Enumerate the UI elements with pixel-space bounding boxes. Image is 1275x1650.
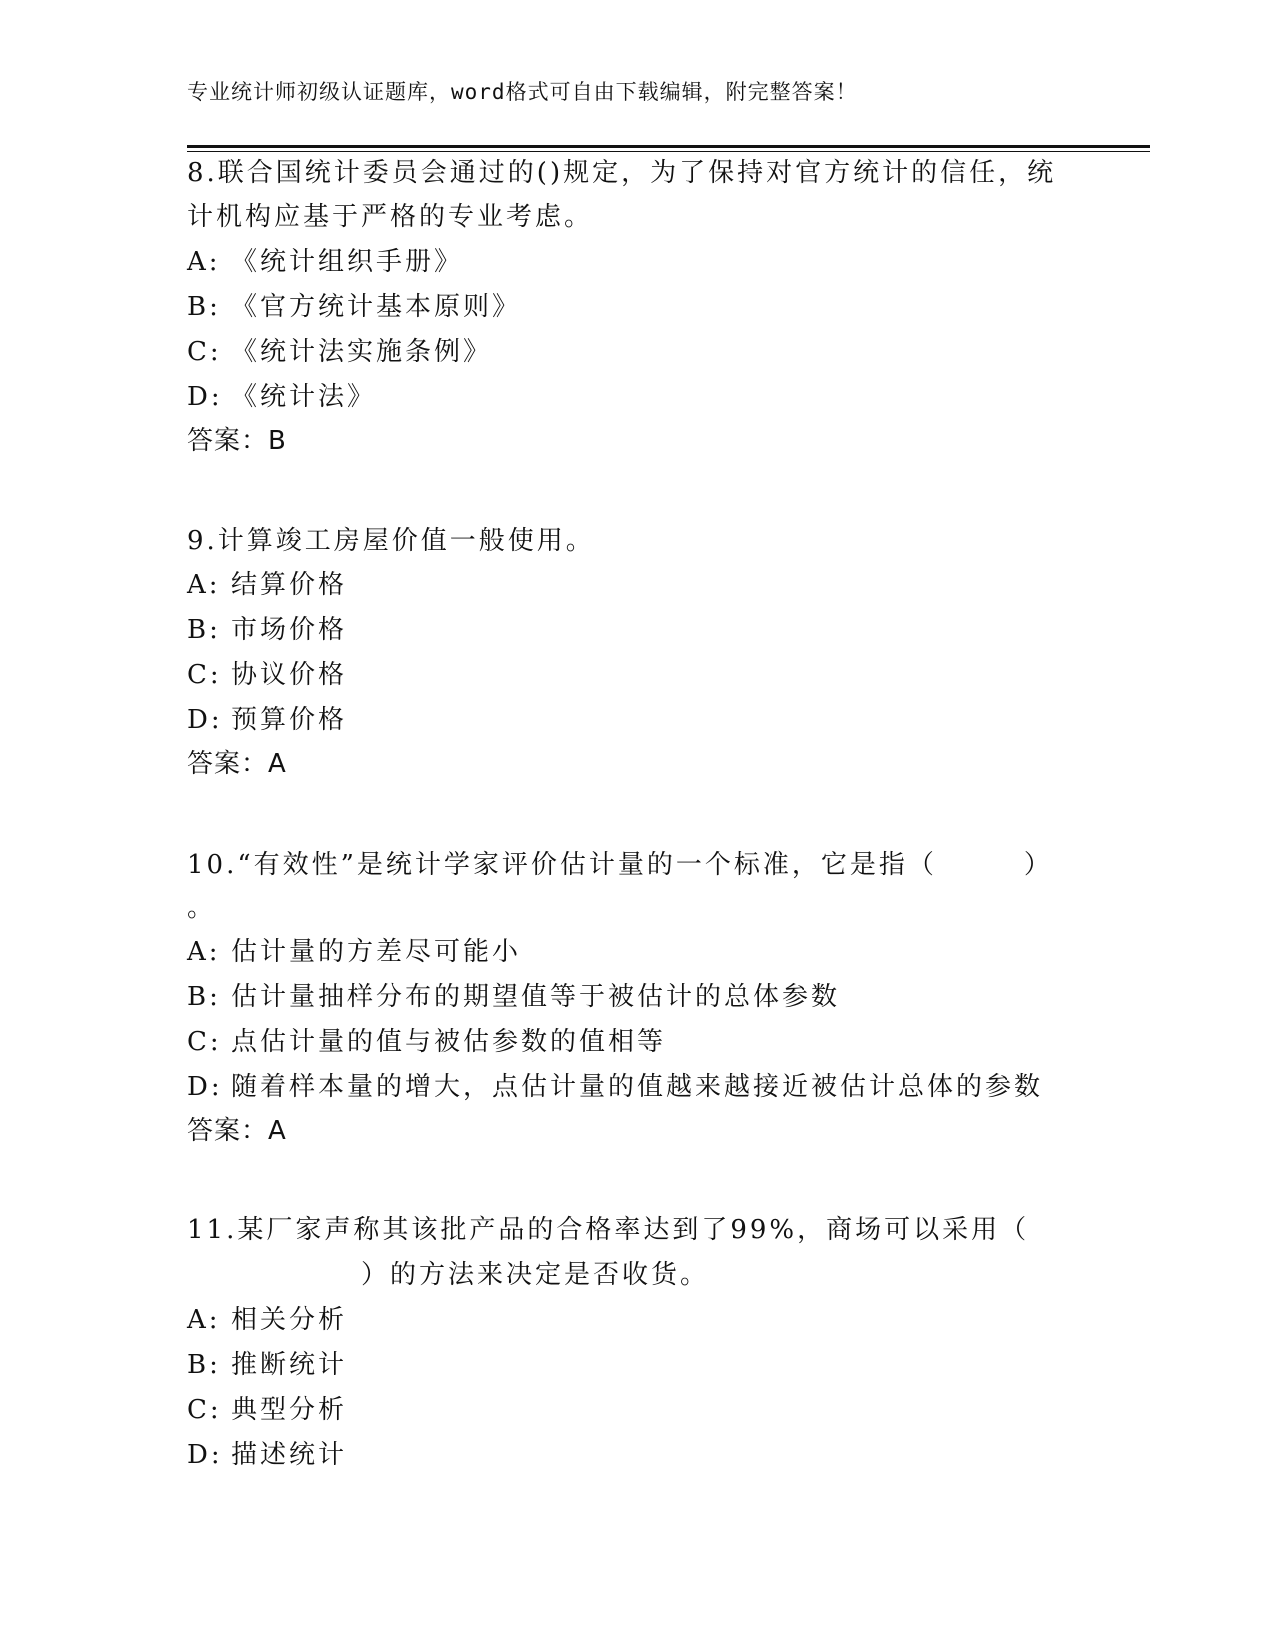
option-text: 协议价格 xyxy=(231,660,348,690)
option-key: A: xyxy=(187,937,221,967)
question-11-option-b xyxy=(187,1350,347,1380)
option-text: 《统计法实施条例》 xyxy=(231,337,493,367)
option-key: D: xyxy=(187,382,223,412)
option-key: A: xyxy=(187,570,221,600)
option-text: 《统计法》 xyxy=(231,382,377,412)
question-8-stem-line-2: 计机构应基于严格的专业考虑。 xyxy=(187,202,594,232)
question-9-answer: 答案：A xyxy=(187,749,287,779)
question-11-option-d xyxy=(187,1440,347,1470)
question-9-stem-line-1: 9.计算竣工房屋价值一般使用。 xyxy=(187,526,595,556)
option-key: D: xyxy=(187,1072,223,1102)
header-rule-thick xyxy=(187,145,1150,148)
question-8-answer: 答案：B xyxy=(187,426,287,456)
question-8-option-a xyxy=(187,247,463,277)
option-text: 推断统计 xyxy=(231,1350,348,1380)
option-text: 随着样本量的增大，点估计量的值越来越接近被估计总体的参数 xyxy=(231,1072,1044,1102)
option-key: C: xyxy=(187,660,222,690)
question-9-option-a xyxy=(187,570,347,600)
question-10-option-a xyxy=(187,937,521,967)
question-8-option-b xyxy=(187,292,521,322)
option-key: C: xyxy=(187,1395,222,1425)
question-11-stem-line-2: ）的方法来决定是否收货。 xyxy=(187,1260,710,1290)
option-key: C: xyxy=(187,1027,222,1057)
option-key: B: xyxy=(187,982,221,1012)
option-text: 描述统计 xyxy=(231,1440,348,1470)
question-10-option-d xyxy=(187,1072,1043,1102)
option-key: B: xyxy=(187,1350,221,1380)
option-key: A: xyxy=(187,247,221,277)
question-8-stem-line-1: 8.联合国统计委员会通过的()规定，为了保持对官方统计的信任，统 xyxy=(187,158,1057,188)
option-text: 《官方统计基本原则》 xyxy=(231,292,522,322)
question-8-option-c xyxy=(187,337,492,367)
option-key: D: xyxy=(187,1440,223,1470)
question-10-stem-line-2: 。 xyxy=(187,893,217,923)
option-key: A: xyxy=(187,1305,221,1335)
option-key: C: xyxy=(187,337,222,367)
question-10-option-c xyxy=(187,1027,666,1057)
question-8-option-d xyxy=(187,382,376,412)
header-rule-thin xyxy=(187,151,1150,152)
option-text: 《统计组织手册》 xyxy=(231,247,464,277)
question-9-option-c xyxy=(187,660,347,690)
question-11-option-c xyxy=(187,1395,347,1425)
option-text: 结算价格 xyxy=(231,570,348,600)
option-key: D: xyxy=(187,705,223,735)
option-key: B: xyxy=(187,292,221,322)
page-header: 专业统计师初级认证题库，word格式可自由下载编辑，附完整答案！ xyxy=(187,80,858,104)
option-text: 相关分析 xyxy=(231,1305,348,1335)
option-text: 典型分析 xyxy=(231,1395,348,1425)
option-text: 市场价格 xyxy=(231,615,348,645)
question-11-stem-line-1: 11.某厂家声称其该批产品的合格率达到了99%，商场可以采用（ xyxy=(187,1215,1030,1245)
question-10-option-b xyxy=(187,982,840,1012)
option-text: 估计量抽样分布的期望值等于被估计的总体参数 xyxy=(231,982,841,1012)
question-10-answer: 答案：A xyxy=(187,1116,287,1146)
option-key: B: xyxy=(187,615,221,645)
question-9-option-d xyxy=(187,705,347,735)
option-text: 点估计量的值与被估参数的值相等 xyxy=(231,1027,667,1057)
question-9-option-b xyxy=(187,615,347,645)
question-11-option-a xyxy=(187,1305,347,1335)
question-10-stem-line-1: 10.“有效性”是统计学家评价估计量的一个标准，它是指（ ） xyxy=(187,850,1053,880)
option-text: 预算价格 xyxy=(231,705,348,735)
option-text: 估计量的方差尽可能小 xyxy=(231,937,522,967)
